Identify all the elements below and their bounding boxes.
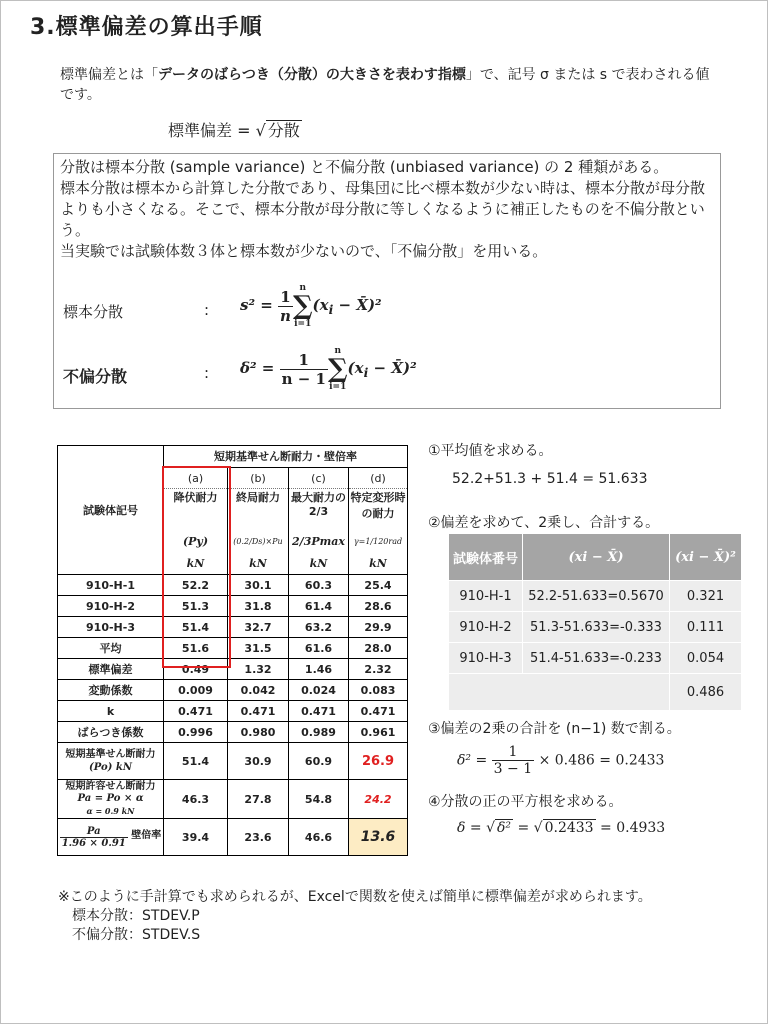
row-label: 変動係数 bbox=[58, 680, 164, 701]
short-std-sym: (Po) kN bbox=[89, 762, 132, 773]
row-label: k bbox=[58, 701, 164, 722]
step-4-equation: δ = √ δ² = √ 0.2433 = 0.4933 bbox=[457, 820, 666, 836]
cell: 60.3 bbox=[289, 575, 349, 596]
table-row bbox=[449, 612, 742, 643]
step-1-equation: 52.2+51.3 + 51.4 = 51.633 bbox=[452, 471, 648, 487]
cell bbox=[449, 674, 670, 711]
cell: 0.054 bbox=[670, 643, 742, 674]
cell: 61.6 bbox=[289, 638, 349, 659]
box-line-1: 分散は標本分散 (sample variance) と不偏分散 (unbiased variance) の 2 種類がある。 bbox=[60, 158, 669, 176]
table-row-short-std bbox=[58, 743, 408, 780]
step-1: ①平均値を求める。 bbox=[428, 443, 553, 459]
cell: 63.2 bbox=[289, 617, 349, 638]
table-row bbox=[58, 617, 408, 638]
cell: 51.3 bbox=[164, 596, 228, 617]
cell: 0.471 bbox=[228, 701, 289, 722]
cell: 46.6 bbox=[289, 819, 349, 856]
col-letter-c: (c) bbox=[289, 467, 349, 489]
dev-header-specimen: 試験体番号 bbox=[449, 534, 523, 581]
cell: 61.4 bbox=[289, 596, 349, 617]
cell: 0.321 bbox=[670, 581, 742, 612]
short-allow-sym: Pa = Po × α bbox=[77, 793, 144, 804]
sample-variance-formula: s² = $\frac{1}{n}$ n ∑ i=1 ($x_i$ − X̄)² bbox=[240, 283, 382, 329]
cell: 0.471 bbox=[164, 701, 228, 722]
row-label: 平均 bbox=[58, 638, 164, 659]
table-row bbox=[449, 581, 742, 612]
table-row bbox=[58, 701, 408, 722]
cell-highlight-red: 26.9 bbox=[349, 743, 408, 780]
step-4-radicand: 0.2433 bbox=[544, 820, 594, 836]
cell: 1.46 bbox=[289, 659, 349, 680]
col-letter-a: (a) bbox=[164, 467, 228, 489]
group-header: 短期基準せん断耐力・壁倍率 bbox=[164, 446, 408, 468]
cell: 0.471 bbox=[289, 701, 349, 722]
unbiased-variance-label: 不偏分散 bbox=[63, 367, 128, 386]
unit-a: kN bbox=[164, 553, 228, 574]
wall-den: 1.96 × 0.91 bbox=[61, 837, 126, 849]
cell: 0.111 bbox=[670, 612, 742, 643]
std-definition bbox=[168, 118, 302, 141]
note-line-2: 標本分散：STDEV.P bbox=[72, 908, 200, 924]
col-sym-d: γ=1/120rad bbox=[349, 531, 408, 554]
row-label: 標準偏差 bbox=[58, 659, 164, 680]
cell: 910-H-2 bbox=[449, 612, 523, 643]
col-name-d: 特定変形時の耐力 bbox=[349, 489, 408, 531]
cell: 51.4 bbox=[164, 743, 228, 780]
row-label: 910-H-1 bbox=[58, 575, 164, 596]
short-std-label: 短期基準せん断耐力 bbox=[65, 749, 156, 760]
wall-label: 壁倍率 bbox=[131, 829, 162, 841]
page-title: 3.標準偏差の算出手順 bbox=[30, 15, 263, 40]
cell: 52.2-51.633=0.5670 bbox=[523, 581, 670, 612]
cell: 0.471 bbox=[349, 701, 408, 722]
colon-2: : bbox=[204, 364, 210, 382]
col-letter-d: (d) bbox=[349, 467, 408, 489]
wall-num: Pa bbox=[60, 826, 128, 838]
step-3-frac-num: 1 bbox=[492, 744, 534, 761]
std-def-label: 標準偏差 = bbox=[168, 121, 251, 140]
cell: 28.6 bbox=[349, 596, 408, 617]
cell: 51.4 bbox=[164, 617, 228, 638]
cell: 910-H-3 bbox=[449, 643, 523, 674]
col-name-b: 終局耐力 bbox=[228, 489, 289, 531]
deviation-table bbox=[448, 533, 742, 711]
row-label: 910-H-2 bbox=[58, 596, 164, 617]
short-allow-label: 短期許容せん断耐力 bbox=[65, 781, 156, 792]
cell: 0.989 bbox=[289, 722, 349, 743]
intro-bold: データのばらつき（分散）の大きさを表わす指標 bbox=[158, 67, 466, 83]
unbiased-variance-formula: δ² = $\frac{1}{n - 1}$ n ∑ i=1 ($x_i$ − X̄)² bbox=[240, 346, 417, 392]
cell: 25.4 bbox=[349, 575, 408, 596]
box-line-2: 標本分散は標本から計算した分散であり、母集団に比べ標本数が少ない時は、標本分散が母分散よりも小さくなる。そこで、標本分散が母分散に等しくなるように補正したものを不偏分散という。 bbox=[60, 179, 706, 239]
short-allow-label-cell bbox=[58, 780, 164, 819]
cell: 30.1 bbox=[228, 575, 289, 596]
cell-sum: 0.486 bbox=[670, 674, 742, 711]
intro-prefix: 標準偏差とは「 bbox=[60, 67, 158, 83]
cell: 0.009 bbox=[164, 680, 228, 701]
sqrt-symbol: √ 分散 bbox=[255, 121, 300, 140]
intro-suffix: 」で、記号 σ または s で表わされる値です。 bbox=[60, 67, 710, 103]
cell: 28.0 bbox=[349, 638, 408, 659]
table-row bbox=[58, 596, 408, 617]
unit-c: kN bbox=[289, 553, 349, 574]
note-line-1: ※このように手計算でも求められるが、Excelで関数を使えば簡単に標準偏差が求められます。 bbox=[58, 889, 652, 905]
footer-note bbox=[58, 888, 652, 945]
cell: 39.4 bbox=[164, 819, 228, 856]
cell: 51.4-51.633=-0.233 bbox=[523, 643, 670, 674]
cell: 32.7 bbox=[228, 617, 289, 638]
short-allow-sub: α = 0.9 kN bbox=[86, 806, 135, 816]
cell: 0.042 bbox=[228, 680, 289, 701]
table-row-wall bbox=[58, 819, 408, 856]
cell: 1.32 bbox=[228, 659, 289, 680]
table-row bbox=[449, 643, 742, 674]
cell: 31.5 bbox=[228, 638, 289, 659]
step-3-frac-den: 3 − 1 bbox=[493, 761, 533, 777]
col-sym-c: 2/3Pmax bbox=[289, 531, 349, 554]
cell: 0.961 bbox=[349, 722, 408, 743]
cell: 46.3 bbox=[164, 780, 228, 819]
cell: 910-H-1 bbox=[449, 581, 523, 612]
cell: 23.6 bbox=[228, 819, 289, 856]
shear-strength-table bbox=[57, 445, 408, 856]
step-4: ④分散の正の平方根を求める。 bbox=[428, 794, 623, 810]
step-4-rhs: = 0.4933 bbox=[600, 820, 666, 836]
cell-highlight-red-italic: 24.2 bbox=[349, 780, 408, 819]
cell: 52.2 bbox=[164, 575, 228, 596]
specimen-header: 試験体記号 bbox=[58, 446, 164, 575]
table-row bbox=[58, 659, 408, 680]
cell: 60.9 bbox=[289, 743, 349, 780]
table-row bbox=[58, 722, 408, 743]
box-line-3: 当実験では試験体数３体と標本数が少ないので、「不偏分散」を用いる。 bbox=[60, 242, 548, 260]
dev-header-deviation: (xi − X̄) bbox=[523, 534, 670, 581]
cell: 51.6 bbox=[164, 638, 228, 659]
note-line-3: 不偏分散：STDEV.S bbox=[72, 927, 201, 943]
column-a-highlight-box bbox=[162, 466, 231, 668]
colon-1: : bbox=[204, 301, 210, 319]
cell: 0.996 bbox=[164, 722, 228, 743]
cell: 30.9 bbox=[228, 743, 289, 780]
variance-box-text bbox=[60, 157, 715, 262]
intro-text bbox=[60, 65, 720, 105]
row-label: ばらつき係数 bbox=[58, 722, 164, 743]
col-letter-b: (b) bbox=[228, 467, 289, 489]
step-3-rhs: × 0.486 = 0.2433 bbox=[538, 752, 665, 769]
cell: 54.8 bbox=[289, 780, 349, 819]
cell-highlight-yellow: 13.6 bbox=[349, 819, 408, 856]
cell: 29.9 bbox=[349, 617, 408, 638]
table-row bbox=[58, 680, 408, 701]
table-row-short-allow bbox=[58, 780, 408, 819]
dev-header-squared: (xi − X̄)² bbox=[670, 534, 742, 581]
cell: 0.083 bbox=[349, 680, 408, 701]
table-row bbox=[58, 638, 408, 659]
short-std-label-cell bbox=[58, 743, 164, 780]
wall-label-cell bbox=[58, 819, 164, 856]
step-2: ②偏差を求めて、2乗し、合計する。 bbox=[428, 515, 660, 531]
col-name-c: 最大耐力の2/3 bbox=[289, 489, 349, 531]
step-3-equation: δ² = $\frac{1}{3 - 1}$ × 0.486 = 0.2433 bbox=[457, 744, 665, 777]
unit-b: kN bbox=[228, 553, 289, 574]
step-3: ③偏差の2乗の合計を (n−1) 数で割る。 bbox=[428, 721, 681, 737]
row-label: 910-H-3 bbox=[58, 617, 164, 638]
unit-d: kN bbox=[349, 553, 408, 574]
cell: 0.49 bbox=[164, 659, 228, 680]
col-name-a: 降伏耐力 bbox=[164, 489, 228, 531]
col-sym-a: (Py) bbox=[164, 531, 228, 554]
cell: 31.8 bbox=[228, 596, 289, 617]
col-sym-b: (0.2/Ds)×Pu bbox=[228, 531, 289, 554]
std-def-radicand: 分散 bbox=[267, 121, 300, 140]
cell: 0.024 bbox=[289, 680, 349, 701]
cell: 27.8 bbox=[228, 780, 289, 819]
cell: 51.3-51.633=-0.333 bbox=[523, 612, 670, 643]
table-row bbox=[449, 674, 742, 711]
table-row bbox=[58, 575, 408, 596]
sample-variance-label: 標本分散 bbox=[63, 303, 124, 321]
cell: 2.32 bbox=[349, 659, 408, 680]
cell: 0.980 bbox=[228, 722, 289, 743]
